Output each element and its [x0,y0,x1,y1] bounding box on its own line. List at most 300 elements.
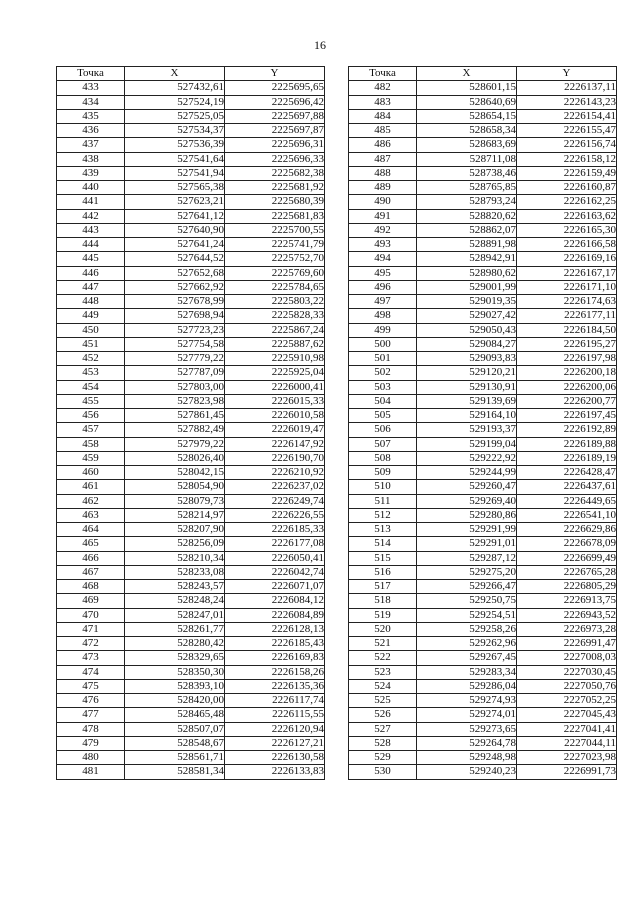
y-coordinate-cell: 2225697,87 [225,124,325,138]
y-coordinate-cell: 2226197,45 [517,409,617,423]
table-row [349,580,617,594]
table-row [349,594,617,608]
point-number-cell: 483 [349,95,417,109]
table-row [57,537,325,551]
x-coordinate-cell: 528280,42 [125,637,225,651]
table-row [349,765,617,779]
table-row [57,138,325,152]
point-number-cell: 437 [57,138,125,152]
y-coordinate-cell: 2226177,08 [225,537,325,551]
table-header-row [57,67,325,81]
point-number-cell: 497 [349,295,417,309]
table-row [349,309,617,323]
table-row [349,523,617,537]
coordinates-table-right [348,66,617,780]
point-number-cell: 494 [349,252,417,266]
table-row [57,608,325,622]
point-number-cell: 511 [349,494,417,508]
y-coordinate-cell: 2225803,22 [225,295,325,309]
x-coordinate-cell: 529264,78 [417,736,517,750]
point-number-cell: 502 [349,366,417,380]
y-coordinate-cell: 2226160,87 [517,181,617,195]
table-row [349,537,617,551]
point-number-cell: 482 [349,81,417,95]
table-row [57,466,325,480]
x-coordinate-cell: 529274,01 [417,708,517,722]
x-coordinate-cell: 528683,69 [417,138,517,152]
point-number-cell: 504 [349,394,417,408]
point-number-cell: 446 [57,266,125,280]
x-coordinate-cell: 528820,62 [417,209,517,223]
point-number-cell: 471 [57,622,125,636]
y-coordinate-cell: 2226000,41 [225,380,325,394]
table-row [57,323,325,337]
y-coordinate-cell: 2226991,47 [517,637,617,651]
point-number-cell: 476 [57,694,125,708]
x-coordinate-cell: 529027,42 [417,309,517,323]
y-coordinate-cell: 2226167,17 [517,266,617,280]
point-number-cell: 445 [57,252,125,266]
point-number-cell: 475 [57,679,125,693]
point-number-cell: 477 [57,708,125,722]
point-number-cell: 498 [349,309,417,323]
y-coordinate-cell: 2226137,11 [517,81,617,95]
x-coordinate-cell: 529262,96 [417,637,517,651]
table-row [57,508,325,522]
point-number-cell: 466 [57,551,125,565]
x-coordinate-cell: 528507,07 [125,722,225,736]
table-row [57,209,325,223]
point-number-cell: 509 [349,466,417,480]
y-coordinate-cell: 2226190,70 [225,451,325,465]
table-row [57,337,325,351]
point-number-cell: 444 [57,238,125,252]
x-coordinate-cell: 527640,90 [125,223,225,237]
y-coordinate-cell: 2226174,63 [517,295,617,309]
y-coordinate-cell: 2226185,43 [225,637,325,651]
x-coordinate-cell: 529274,93 [417,694,517,708]
point-number-cell: 441 [57,195,125,209]
y-coordinate-cell: 2226050,41 [225,551,325,565]
y-coordinate-cell: 2226120,94 [225,722,325,736]
point-number-cell: 462 [57,494,125,508]
x-coordinate-cell: 528654,15 [417,109,517,123]
x-coordinate-cell: 528248,24 [125,594,225,608]
point-number-cell: 436 [57,124,125,138]
point-number-cell: 478 [57,722,125,736]
y-coordinate-cell: 2226195,27 [517,337,617,351]
y-coordinate-cell: 2225695,65 [225,81,325,95]
point-number-cell: 490 [349,195,417,209]
y-coordinate-cell: 2226042,74 [225,565,325,579]
x-coordinate-cell: 528891,98 [417,238,517,252]
x-coordinate-cell: 528026,40 [125,451,225,465]
y-coordinate-cell: 2226169,83 [225,651,325,665]
y-coordinate-cell: 2226200,06 [517,380,617,394]
point-number-cell: 460 [57,466,125,480]
table-row [349,95,617,109]
point-number-cell: 457 [57,423,125,437]
table-row [349,508,617,522]
table-row [57,494,325,508]
y-coordinate-cell: 2227052,25 [517,694,617,708]
point-number-cell: 453 [57,366,125,380]
y-coordinate-cell: 2227008,03 [517,651,617,665]
point-number-cell: 499 [349,323,417,337]
point-number-cell: 486 [349,138,417,152]
point-number-cell: 492 [349,223,417,237]
x-coordinate-cell: 527541,94 [125,166,225,180]
point-number-cell: 489 [349,181,417,195]
y-coordinate-cell: 2225741,79 [225,238,325,252]
y-coordinate-cell: 2226135,36 [225,679,325,693]
x-coordinate-cell: 529258,26 [417,622,517,636]
table-row [57,394,325,408]
table-row [349,679,617,693]
x-coordinate-cell: 528711,08 [417,152,517,166]
table-row [349,337,617,351]
table-row [57,124,325,138]
table-row [349,138,617,152]
point-number-cell: 438 [57,152,125,166]
x-coordinate-cell: 529001,99 [417,280,517,294]
x-coordinate-cell: 529130,91 [417,380,517,394]
table-row [349,736,617,750]
table-row [349,166,617,180]
table-row [349,252,617,266]
point-number-cell: 449 [57,309,125,323]
x-coordinate-cell: 528261,77 [125,622,225,636]
table-row [57,437,325,451]
y-coordinate-cell: 2226943,52 [517,608,617,622]
x-coordinate-cell: 527882,49 [125,423,225,437]
x-coordinate-cell: 529286,04 [417,679,517,693]
point-number-cell: 440 [57,181,125,195]
point-number-cell: 506 [349,423,417,437]
point-number-cell: 488 [349,166,417,180]
x-coordinate-cell: 528054,90 [125,480,225,494]
table-row [349,551,617,565]
x-coordinate-cell: 529266,47 [417,580,517,594]
point-number-cell: 458 [57,437,125,451]
point-number-cell: 452 [57,352,125,366]
table-row [57,309,325,323]
table-row [349,280,617,294]
table-row [57,152,325,166]
point-number-cell: 464 [57,523,125,537]
point-number-cell: 455 [57,394,125,408]
y-coordinate-cell: 2226237,02 [225,480,325,494]
y-coordinate-cell: 2226541,10 [517,508,617,522]
point-number-cell: 519 [349,608,417,622]
x-coordinate-cell: 529291,99 [417,523,517,537]
header-point: Точка [57,67,125,81]
x-coordinate-cell: 529050,43 [417,323,517,337]
y-coordinate-cell: 2226143,23 [517,95,617,109]
point-number-cell: 520 [349,622,417,636]
x-coordinate-cell: 528420,00 [125,694,225,708]
table-row [57,637,325,651]
table-row [349,565,617,579]
y-coordinate-cell: 2226155,47 [517,124,617,138]
point-number-cell: 473 [57,651,125,665]
point-number-cell: 481 [57,765,125,779]
header-x: X [417,67,517,81]
table-row [57,523,325,537]
table-row [57,594,325,608]
table-row [57,223,325,237]
x-coordinate-cell: 529084,27 [417,337,517,351]
x-coordinate-cell: 528393,10 [125,679,225,693]
point-number-cell: 456 [57,409,125,423]
point-number-cell: 493 [349,238,417,252]
point-number-cell: 459 [57,451,125,465]
table-row [349,694,617,708]
table-row [349,380,617,394]
y-coordinate-cell: 2226765,28 [517,565,617,579]
y-coordinate-cell: 2226449,65 [517,494,617,508]
y-coordinate-cell: 2226210,92 [225,466,325,480]
point-number-cell: 474 [57,665,125,679]
point-number-cell: 434 [57,95,125,109]
point-number-cell: 530 [349,765,417,779]
table-row [349,437,617,451]
point-number-cell: 491 [349,209,417,223]
x-coordinate-cell: 528256,09 [125,537,225,551]
table-row [349,494,617,508]
table-row [57,451,325,465]
x-coordinate-cell: 528738,46 [417,166,517,180]
point-number-cell: 480 [57,751,125,765]
x-coordinate-cell: 528465,48 [125,708,225,722]
x-coordinate-cell: 529199,04 [417,437,517,451]
y-coordinate-cell: 2226200,18 [517,366,617,380]
x-coordinate-cell: 527979,22 [125,437,225,451]
x-coordinate-cell: 527536,39 [125,138,225,152]
table-row [57,195,325,209]
point-number-cell: 468 [57,580,125,594]
y-coordinate-cell: 2226177,11 [517,309,617,323]
y-coordinate-cell: 2226162,25 [517,195,617,209]
table-row [57,109,325,123]
table-row [349,352,617,366]
y-coordinate-cell: 2226019,47 [225,423,325,437]
table-row [57,280,325,294]
x-coordinate-cell: 527565,38 [125,181,225,195]
x-coordinate-cell: 529267,45 [417,651,517,665]
y-coordinate-cell: 2226163,62 [517,209,617,223]
x-coordinate-cell: 527662,92 [125,280,225,294]
x-coordinate-cell: 528233,08 [125,565,225,579]
point-number-cell: 524 [349,679,417,693]
y-coordinate-cell: 2226169,16 [517,252,617,266]
x-coordinate-cell: 527823,98 [125,394,225,408]
point-number-cell: 517 [349,580,417,594]
y-coordinate-cell: 2227041,41 [517,722,617,736]
x-coordinate-cell: 529291,01 [417,537,517,551]
point-number-cell: 448 [57,295,125,309]
x-coordinate-cell: 529275,20 [417,565,517,579]
table-row [57,95,325,109]
x-coordinate-cell: 527641,24 [125,238,225,252]
x-coordinate-cell: 529260,47 [417,480,517,494]
table-row [349,238,617,252]
table-row [349,622,617,636]
point-number-cell: 461 [57,480,125,494]
x-coordinate-cell: 528658,34 [417,124,517,138]
y-coordinate-cell: 2225784,65 [225,280,325,294]
table-row [349,223,617,237]
x-coordinate-cell: 528793,24 [417,195,517,209]
y-coordinate-cell: 2226115,55 [225,708,325,722]
y-coordinate-cell: 2226197,98 [517,352,617,366]
x-coordinate-cell: 529254,51 [417,608,517,622]
x-coordinate-cell: 527525,05 [125,109,225,123]
x-coordinate-cell: 527787,09 [125,366,225,380]
page-number: 16 [314,38,326,52]
point-number-cell: 501 [349,352,417,366]
y-coordinate-cell: 2226071,07 [225,580,325,594]
x-coordinate-cell: 527803,00 [125,380,225,394]
x-coordinate-cell: 527678,99 [125,295,225,309]
x-coordinate-cell: 527723,23 [125,323,225,337]
x-coordinate-cell: 529120,21 [417,366,517,380]
point-number-cell: 500 [349,337,417,351]
x-coordinate-cell: 529244,99 [417,466,517,480]
y-coordinate-cell: 2226133,83 [225,765,325,779]
table-row [57,580,325,594]
table-row [349,181,617,195]
table-row [57,665,325,679]
y-coordinate-cell: 2226154,41 [517,109,617,123]
x-coordinate-cell: 528942,91 [417,252,517,266]
x-coordinate-cell: 527754,58 [125,337,225,351]
x-coordinate-cell: 528210,34 [125,551,225,565]
table-row [349,423,617,437]
y-coordinate-cell: 2225682,38 [225,166,325,180]
y-coordinate-cell: 2226629,86 [517,523,617,537]
y-coordinate-cell: 2227023,98 [517,751,617,765]
y-coordinate-cell: 2226913,75 [517,594,617,608]
x-coordinate-cell: 527623,21 [125,195,225,209]
y-coordinate-cell: 2226192,89 [517,423,617,437]
y-coordinate-cell: 2226166,58 [517,238,617,252]
y-coordinate-cell: 2225828,33 [225,309,325,323]
y-coordinate-cell: 2226159,49 [517,166,617,180]
point-number-cell: 454 [57,380,125,394]
table-row [57,622,325,636]
y-coordinate-cell: 2226084,89 [225,608,325,622]
y-coordinate-cell: 2226171,10 [517,280,617,294]
point-number-cell: 512 [349,508,417,522]
x-coordinate-cell: 527524,19 [125,95,225,109]
y-coordinate-cell: 2226156,74 [517,138,617,152]
table-row [349,751,617,765]
y-coordinate-cell: 2226991,73 [517,765,617,779]
table-row [57,722,325,736]
point-number-cell: 495 [349,266,417,280]
point-number-cell: 451 [57,337,125,351]
y-coordinate-cell: 2225887,62 [225,337,325,351]
table-row [349,323,617,337]
point-number-cell: 496 [349,280,417,294]
point-number-cell: 442 [57,209,125,223]
y-coordinate-cell: 2226127,21 [225,736,325,750]
x-coordinate-cell: 529287,12 [417,551,517,565]
x-coordinate-cell: 529193,37 [417,423,517,437]
point-number-cell: 439 [57,166,125,180]
x-coordinate-cell: 527541,64 [125,152,225,166]
x-coordinate-cell: 528765,85 [417,181,517,195]
point-number-cell: 433 [57,81,125,95]
table-row [57,366,325,380]
x-coordinate-cell: 529019,35 [417,295,517,309]
point-number-cell: 523 [349,665,417,679]
x-coordinate-cell: 529280,86 [417,508,517,522]
table-row [349,109,617,123]
table-row [349,266,617,280]
x-coordinate-cell: 528601,15 [417,81,517,95]
x-coordinate-cell: 529248,98 [417,751,517,765]
y-coordinate-cell: 2225925,04 [225,366,325,380]
y-coordinate-cell: 2226189,88 [517,437,617,451]
table-row [349,665,617,679]
point-number-cell: 447 [57,280,125,294]
y-coordinate-cell: 2226010,58 [225,409,325,423]
x-coordinate-cell: 528247,01 [125,608,225,622]
x-coordinate-cell: 527652,68 [125,266,225,280]
table-header-row [349,67,617,81]
x-coordinate-cell: 528329,65 [125,651,225,665]
table-row [349,637,617,651]
y-coordinate-cell: 2226130,58 [225,751,325,765]
y-coordinate-cell: 2226117,74 [225,694,325,708]
table-row [57,708,325,722]
point-number-cell: 503 [349,380,417,394]
y-coordinate-cell: 2226184,50 [517,323,617,337]
y-coordinate-cell: 2226805,29 [517,580,617,594]
y-coordinate-cell: 2226084,12 [225,594,325,608]
table-row [349,608,617,622]
y-coordinate-cell: 2227044,11 [517,736,617,750]
y-coordinate-cell: 2225696,33 [225,152,325,166]
point-number-cell: 467 [57,565,125,579]
point-number-cell: 469 [57,594,125,608]
table-row [57,679,325,693]
x-coordinate-cell: 527641,12 [125,209,225,223]
table-row [57,423,325,437]
table-row [349,394,617,408]
x-coordinate-cell: 527861,45 [125,409,225,423]
header-y: Y [225,67,325,81]
point-number-cell: 522 [349,651,417,665]
table-row [57,751,325,765]
coordinates-table-left [56,66,325,780]
x-coordinate-cell: 529240,23 [417,765,517,779]
point-number-cell: 443 [57,223,125,237]
x-coordinate-cell: 528581,34 [125,765,225,779]
point-number-cell: 487 [349,152,417,166]
point-number-cell: 472 [57,637,125,651]
y-coordinate-cell: 2225696,31 [225,138,325,152]
x-coordinate-cell: 527698,94 [125,309,225,323]
y-coordinate-cell: 2226249,74 [225,494,325,508]
y-coordinate-cell: 2226428,47 [517,466,617,480]
table-row [57,480,325,494]
table-row [349,209,617,223]
x-coordinate-cell: 529273,65 [417,722,517,736]
y-coordinate-cell: 2225910,98 [225,352,325,366]
